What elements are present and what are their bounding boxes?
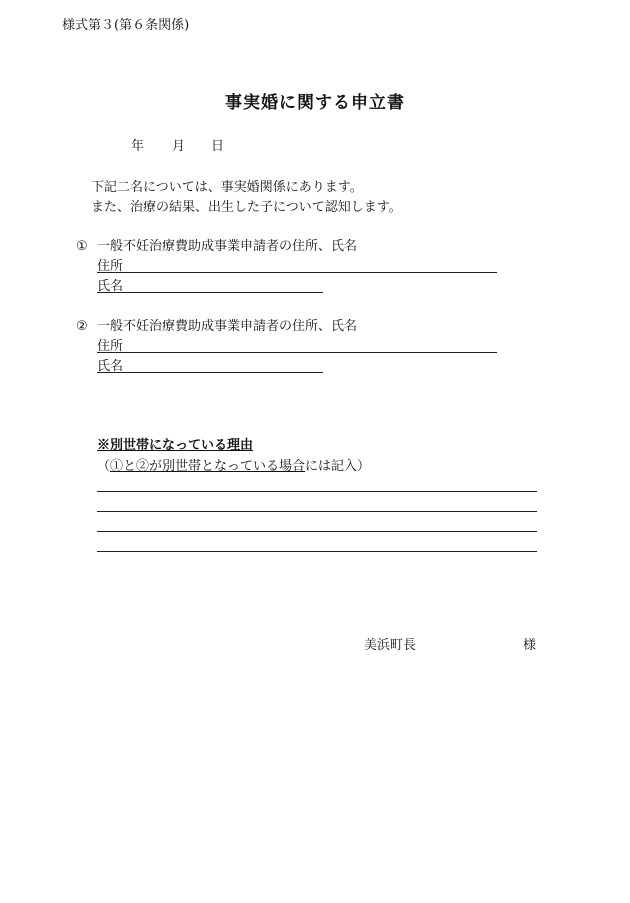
applicant-1-marker: ①	[76, 239, 88, 254]
applicant-1-heading: 一般不妊治療費助成事業申請者の住所、氏名	[97, 239, 358, 254]
reason-line-3[interactable]	[97, 531, 537, 532]
applicant-2-marker: ②	[76, 319, 88, 334]
reason-note-condition: ①と②が別世帯となっている場合	[110, 459, 306, 474]
applicant-2-address-line[interactable]	[97, 352, 497, 353]
addressee-office: 美浜町長	[364, 638, 417, 653]
applicant-2-name-label: 氏名	[97, 359, 124, 374]
reason-line-4[interactable]	[97, 551, 537, 552]
applicant-1-name-label: 氏名	[97, 279, 124, 294]
applicant-2-address-label: 住所	[97, 339, 124, 354]
reason-heading: ※別世帯になっている理由	[97, 438, 254, 453]
applicant-1-address-line[interactable]	[97, 272, 497, 273]
statement-line-1: 下記二名については、事実婚関係にあります。	[91, 180, 363, 195]
reason-line-2[interactable]	[97, 511, 537, 512]
applicant-1-address-label: 住所	[97, 259, 124, 274]
date-month-label: 月	[172, 139, 186, 154]
date-year-label: 年	[131, 139, 145, 154]
reason-line-1[interactable]	[97, 491, 537, 492]
form-number: 様式第３(第６条関係)	[62, 18, 190, 33]
reason-note-open: （	[97, 459, 111, 474]
reason-note	[97, 459, 370, 475]
applicant-2-heading: 一般不妊治療費助成事業申請者の住所、氏名	[97, 319, 358, 334]
applicant-2-name-line[interactable]	[97, 372, 323, 373]
document-title: 事実婚に関する申立書	[225, 93, 405, 113]
date-day-label: 日	[211, 139, 225, 154]
statement-line-2: また、治療の結果、出生した子について認知します。	[91, 200, 402, 215]
applicant-1-name-line[interactable]	[97, 292, 323, 293]
addressee-honorific: 様	[523, 638, 537, 653]
reason-note-rest: には記入）	[305, 459, 371, 474]
